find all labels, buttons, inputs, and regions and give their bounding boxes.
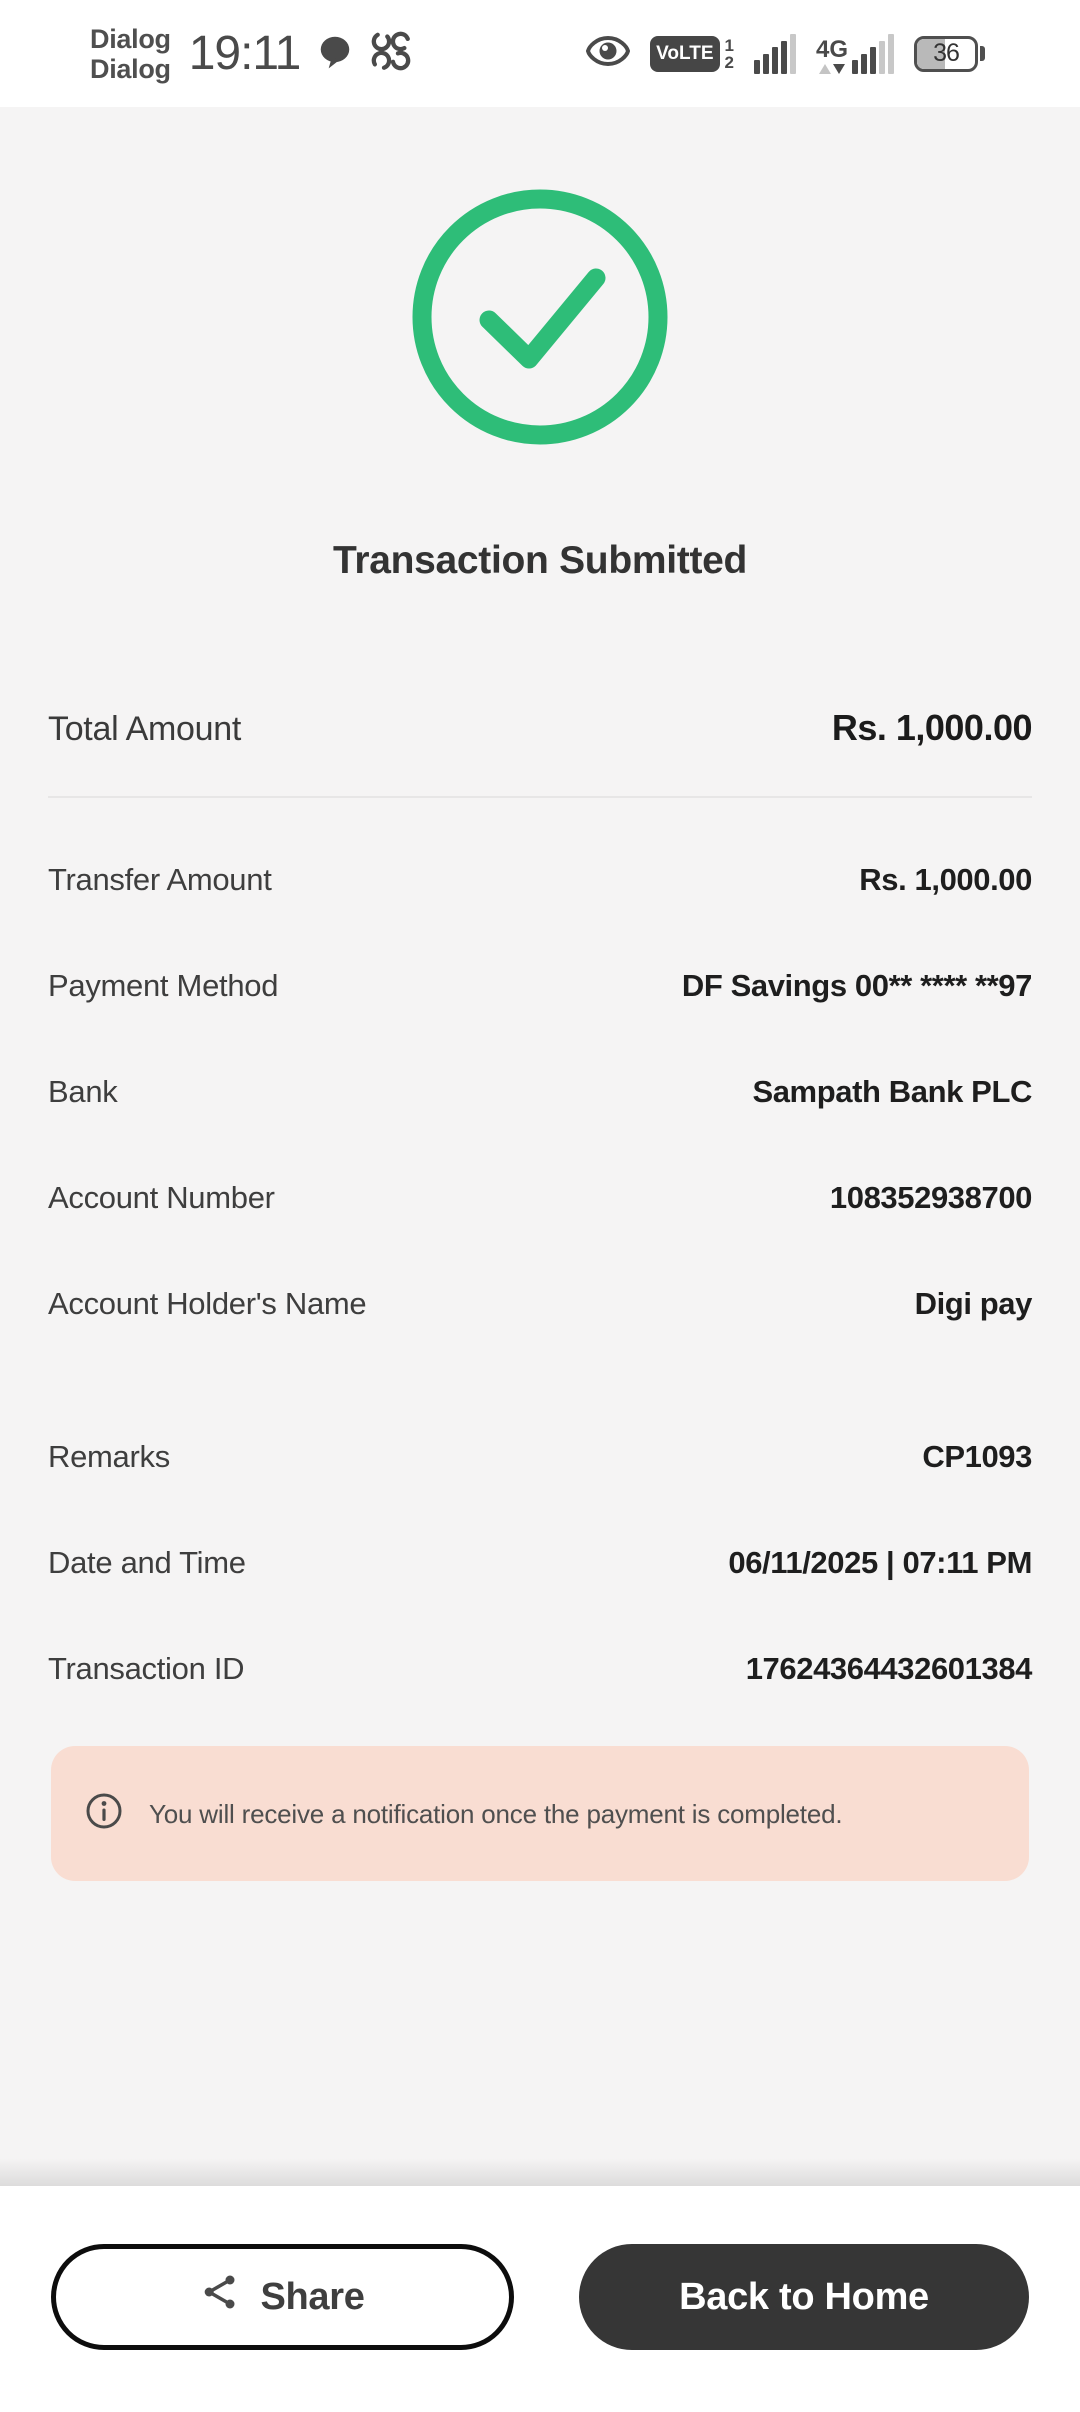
row-value: Sampath Bank PLC [752, 1074, 1032, 1109]
row-label: Bank [48, 1074, 118, 1109]
battery-indicator [914, 36, 985, 72]
battery-nub [980, 46, 985, 61]
transaction-meta-details [48, 1437, 1032, 1689]
total-amount-label: Total Amount [48, 710, 241, 748]
carrier-line1: Dialog [90, 23, 171, 54]
signal-bars-sim2 [852, 34, 894, 74]
row-value: 06/11/2025 | 07:11 PM [728, 1545, 1032, 1580]
row-label: Payment Method [48, 968, 279, 1003]
row-value: Digi pay [914, 1286, 1032, 1321]
transaction-result-screen [0, 107, 1080, 2186]
row-value: Rs. 1,000.00 [859, 862, 1032, 897]
data-activity-icon [819, 64, 845, 74]
chat-notification-icon [316, 32, 354, 75]
row-label: Account Holder's Name [48, 1286, 367, 1321]
row-value: 108352938700 [829, 1180, 1032, 1215]
detail-row-transfer-amount [48, 860, 1032, 900]
sim-indicators [725, 37, 734, 71]
carrier-line2: Dialog [90, 53, 171, 84]
detail-row-date-time [48, 1543, 1032, 1583]
detail-row-account-holder [48, 1284, 1032, 1324]
signal-bars-sim1 [754, 34, 796, 74]
sim2-indicator: 2 [724, 52, 734, 72]
back-to-home-label: Back to Home [679, 2275, 929, 2318]
status-bar-right [586, 34, 985, 74]
transaction-details [48, 860, 1032, 1324]
row-value: DF Savings 00** **** **97 [681, 968, 1032, 1003]
success-check-icon [412, 189, 668, 445]
network-type-label: 4G [815, 35, 848, 63]
page-title: Transaction Submitted [332, 539, 748, 582]
clock: 19:11 [188, 27, 301, 80]
sim1-indicator: 1 [724, 35, 734, 55]
info-icon [85, 1792, 123, 1835]
share-icon [200, 2272, 240, 2322]
detail-row-account-number [48, 1178, 1032, 1218]
status-bar [0, 0, 1080, 107]
notice-text: You will receive a notification once the payment is completed. [149, 1798, 843, 1829]
back-to-home-button[interactable] [579, 2244, 1029, 2350]
battery-percent: 36 [933, 39, 959, 67]
volte-indicator [650, 36, 734, 72]
total-amount-value: Rs. 1,000.00 [831, 707, 1032, 748]
detail-row-remarks [48, 1437, 1032, 1477]
detail-row-bank [48, 1072, 1032, 1112]
signal-group-sim2 [816, 34, 894, 74]
row-value: 17624364432601384 [745, 1651, 1032, 1686]
notification-banner [51, 1746, 1029, 1881]
app-notification-icon [370, 30, 412, 77]
detail-row-transaction-id [48, 1649, 1032, 1689]
row-value: CP1093 [922, 1439, 1032, 1474]
eye-icon [586, 36, 630, 71]
row-label: Transfer Amount [48, 862, 272, 897]
total-amount-row [48, 706, 1032, 751]
detail-row-payment-method [48, 966, 1032, 1006]
status-bar-left [90, 24, 412, 84]
divider [48, 796, 1032, 798]
row-label: Remarks [48, 1439, 170, 1474]
carrier-label [90, 24, 171, 84]
row-label: Account Number [48, 1180, 275, 1215]
share-button[interactable] [51, 2244, 514, 2350]
volte-badge: VoLTE [650, 36, 719, 72]
share-button-label: Share [260, 2275, 365, 2318]
footer-action-bar [0, 2186, 1080, 2412]
row-label: Transaction ID [48, 1651, 245, 1686]
row-label: Date and Time [48, 1545, 246, 1580]
